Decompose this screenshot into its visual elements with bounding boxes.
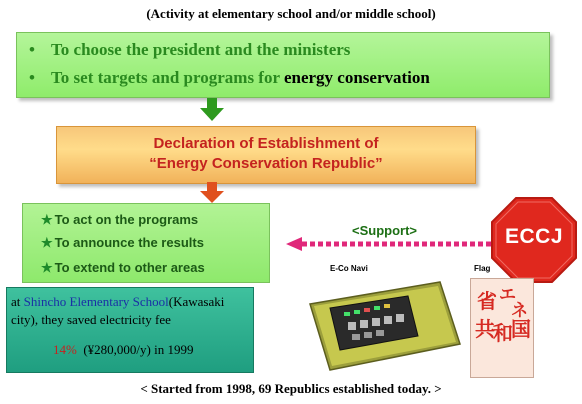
action-item-1: ★ To act on the programs: [41, 212, 199, 227]
objective-text-1: To choose the president and the ministers: [51, 40, 351, 59]
objective-text-2: To set targets and programs for: [51, 68, 284, 87]
declaration-line-2: “Energy Conservation Republic”: [149, 155, 383, 172]
bullet-icon: •: [29, 68, 35, 87]
down-arrow-icon: [200, 98, 224, 122]
result-box: [6, 287, 254, 373]
result-line-1: at Shincho Elementary School(Kawasaki: [11, 294, 225, 309]
down-arrow-icon: [200, 182, 224, 204]
action-item-3: ★ To extend to other areas: [41, 260, 205, 275]
school-name: Shincho Elementary School: [23, 294, 169, 309]
result-line-2: city), they saved electricity fee: [11, 312, 171, 327]
actions-box: [22, 203, 270, 283]
bottom-caption: < Started from 1998, 69 Republics established today. >: [140, 381, 442, 396]
flag-image: [470, 278, 534, 378]
objective-item-1: [29, 40, 350, 60]
star-icon: ★: [41, 235, 53, 250]
flag-char: 共: [475, 317, 495, 341]
support-label: <Support>: [352, 223, 418, 238]
flag-char: 和: [493, 321, 513, 345]
star-icon: ★: [41, 212, 53, 227]
flag-char: 省: [477, 289, 497, 313]
flag-label: Flag: [474, 264, 491, 273]
saving-percent: 14%: [53, 342, 77, 357]
declaration-box: [56, 126, 476, 184]
eco-navi-device-icon: [300, 274, 464, 374]
flag-char: 国: [511, 317, 531, 341]
flag-char: エ: [499, 285, 516, 305]
bullet-icon: •: [29, 40, 35, 59]
support-arrow-icon: [286, 236, 496, 252]
star-icon: ★: [41, 260, 53, 275]
eccj-label: ECCJ: [504, 225, 564, 248]
objective-text-2-bold: energy conservation: [283, 68, 430, 87]
declaration-line-1: Declaration of Establishment of: [153, 135, 379, 152]
eco-navi-label: E-Co Navi: [330, 264, 368, 273]
objective-item-2: [29, 68, 430, 88]
objectives-box: [16, 32, 550, 98]
saving-amount: (¥280,000/y) in 1999: [83, 342, 194, 357]
result-line-3: [53, 342, 193, 358]
flag-char: ネ: [511, 301, 528, 321]
action-item-2: ★ To announce the results: [41, 235, 204, 250]
top-caption: (Activity at elementary school and/or middle school): [146, 6, 436, 21]
